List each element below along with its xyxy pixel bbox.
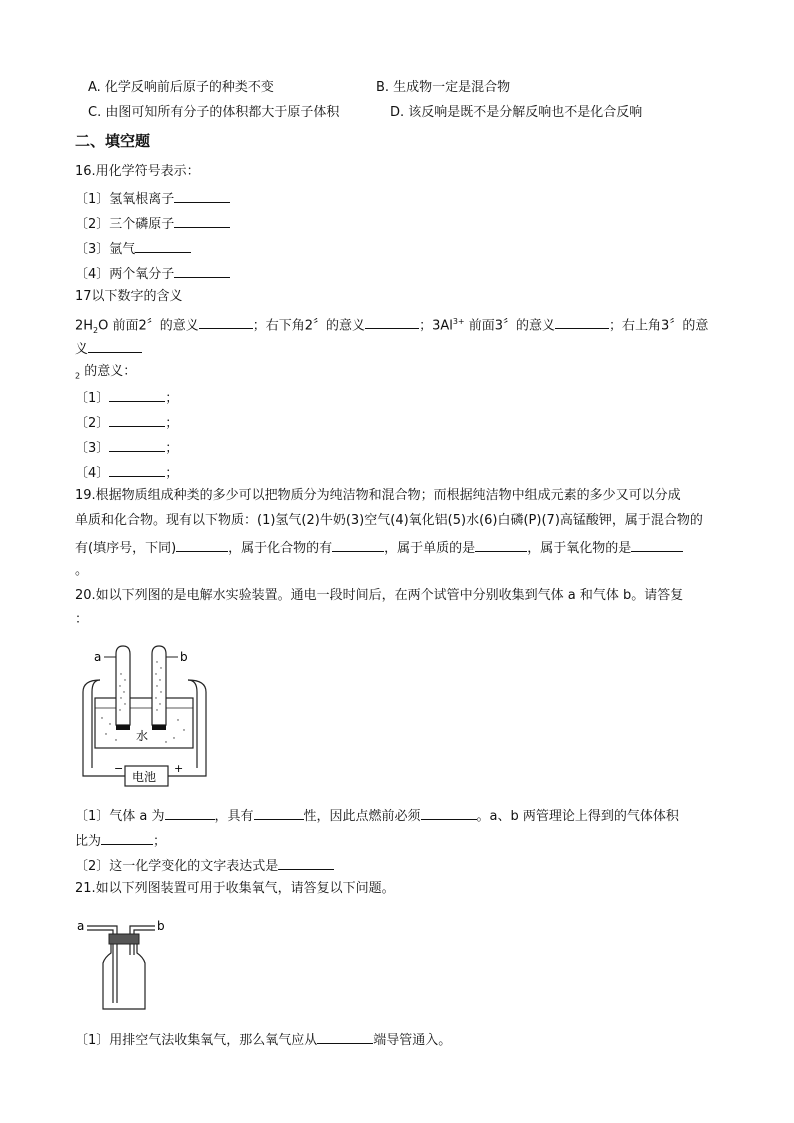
q19-text: ，属于单质的是 [384,541,476,556]
q20-text: ； [153,834,167,849]
q17-text: 前面3〞的意义 [464,318,556,334]
answer-blank[interactable] [199,314,253,329]
q21-part-1 [75,1029,451,1050]
q18-item-3 [75,437,178,458]
q18-tail: ； [165,466,179,481]
option-d: D. 该反响是既不是分解反响也不是化合反响 [390,105,643,120]
electrolysis-apparatus [80,640,210,790]
q18-item-label: 〔4〕 [75,466,110,481]
answer-blank[interactable] [165,805,215,820]
plus-sign: + [174,762,184,775]
q17-text: O 前面2〞的意义 [98,318,199,334]
q19-line-2: 单质和化合物。现有以下物质：(1)氢气(2)牛奶(3)空气(4)氧化铝(5)水(6)白磷(P)(7)高锰酸钾，属于混合物的 [75,513,703,528]
q16-item-3 [75,238,191,259]
q19-line-4: 。 [75,563,89,578]
q20-text: ，具有 [214,809,254,824]
q17-stem: 17以下数字的含义 [75,289,183,304]
answer-blank[interactable] [88,338,142,353]
q16-item-1-label: 〔1〕氢氧根离子 [75,192,175,207]
answer-blank[interactable] [174,188,230,203]
q20-part-1-line-2 [75,830,166,851]
gas-collection-bottle [75,915,175,1015]
q16-item-2 [75,213,230,234]
q20-text: 〔1〕气体 a 为 [75,809,165,824]
q17-line-1 [75,313,708,340]
answer-blank[interactable] [176,537,228,552]
answer-blank[interactable] [109,437,165,452]
option-c: C. 由图可知所有分子的体积都大于原子体积 [88,105,340,120]
q19-text: ，属于化合物的有 [228,541,333,556]
answer-blank[interactable] [631,537,683,552]
battery-label: 电池 [132,770,157,784]
q18-stem [75,363,136,386]
q17-text: ；右上角3〞的意 [609,318,709,334]
answer-blank[interactable] [254,805,304,820]
q19-text: ，属于氧化物的是 [527,541,632,556]
answer-blank[interactable] [174,213,230,228]
answer-blank[interactable] [475,537,527,552]
minus-sign: − [114,762,124,775]
answer-blank[interactable] [101,830,153,845]
q16-item-2-label: 〔2〕三个磷原子 [75,217,175,232]
q18-sub: 2 [75,371,81,381]
answer-blank[interactable] [278,855,334,870]
q18-item-label: 〔1〕 [75,391,110,406]
q18-tail: ； [165,416,179,431]
answer-blank[interactable] [109,462,165,477]
answer-blank[interactable] [174,263,230,278]
q17-line-2 [75,338,142,359]
answer-blank[interactable] [109,412,165,427]
q16-item-4-label: 〔4〕两个氧分子 [75,267,175,282]
answer-blank[interactable] [135,238,191,253]
q19-text: 有(填序号，下同) [75,541,177,556]
answer-blank[interactable] [365,314,419,329]
q19-line-1: 19.根据物质组成种类的多少可以把物质分为纯洁物和混合物；而根据纯洁物中组成元素的多少又可以分成 [75,488,681,503]
label-a: a [77,919,85,933]
q20-part-2 [75,855,334,876]
q19-line-3 [75,537,683,558]
q17-text: ；3Al [419,318,453,334]
q18-item-4 [75,462,178,483]
q17-sup: 3+ [452,317,465,326]
q20-part-1-line-1 [75,805,679,826]
option-b: B. 生成物一定是混合物 [376,80,511,95]
q18-item-1 [75,387,178,408]
q18-item-label: 〔3〕 [75,441,110,456]
option-a: A. 化学反响前后原子的种类不变 [88,80,274,95]
label-b: b [157,919,165,933]
q17-text: ；右下角2〞的意义 [252,318,366,334]
q21-line-1: 21.如以下列图装置可用于收集氧气，请答复以下问题。 [75,881,395,896]
q18-item-label: 〔2〕 [75,416,110,431]
answer-blank[interactable] [555,314,609,329]
q20-line-1: 20.如以下列图的是电解水实验装置。通电一段时间后，在两个试管中分别收集到气体 a 和气体 b。请答复 [75,588,684,603]
answer-blank[interactable] [317,1029,373,1044]
q20-line-2: ： [75,612,89,627]
q18-stem-text: 的意义： [80,364,137,379]
q20-text: 〔2〕这一化学变化的文字表达式是 [75,859,279,874]
q16-item-1 [75,188,230,209]
q21-text: 〔1〕用排空气法收集氧气，那么氧气应从 [75,1033,318,1048]
answer-blank[interactable] [332,537,384,552]
label-a: a [94,650,102,664]
q20-text: 。a、b 两管理论上得到的气体体积 [476,809,679,824]
q20-text: 比为 [75,834,102,849]
answer-blank[interactable] [421,805,477,820]
q20-text: 性，因此点燃前必须 [303,809,421,824]
q17-text: 义 [75,342,89,357]
q18-tail: ； [165,441,179,456]
q17-text: 2H [75,318,94,334]
label-b: b [180,650,188,664]
q18-item-2 [75,412,178,433]
q16-item-3-label: 〔3〕氩气 [75,242,136,257]
water-label: 水 [136,729,149,743]
section-title: 二、填空题 [75,132,151,150]
q21-text: 端导管通入。 [373,1033,452,1048]
q16-item-4 [75,263,230,284]
answer-blank[interactable] [109,387,165,402]
q16-stem: 16.用化学符号表示： [75,164,200,179]
q18-tail: ； [165,391,179,406]
q17-sub: 2 [93,325,99,335]
